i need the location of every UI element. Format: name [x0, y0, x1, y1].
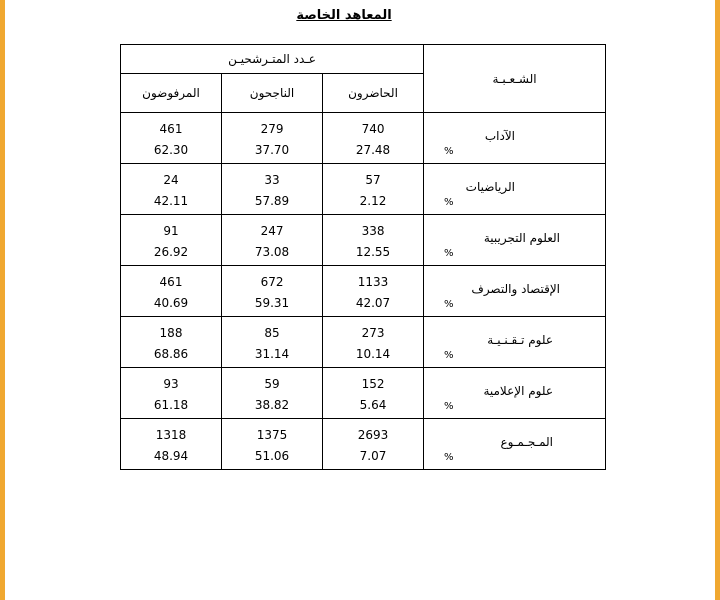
- table-row: [121, 164, 606, 215]
- rejected-cell: [121, 215, 222, 266]
- table-row: [121, 368, 606, 419]
- passed-cell: [222, 113, 323, 164]
- present-count: 152: [361, 377, 385, 391]
- branch-label: المـجـمـوع: [500, 435, 554, 449]
- rejected-percent: 42.11: [153, 194, 189, 208]
- percent-sign: %: [444, 452, 454, 463]
- present-percent: 2.12: [359, 194, 387, 208]
- branch-label: الرياضيات: [465, 180, 516, 194]
- header-branch: الشـعـبـة: [424, 45, 606, 113]
- passed-cell: [222, 215, 323, 266]
- results-table: [120, 44, 606, 470]
- branch-cell: [424, 419, 606, 470]
- present-percent: 27.48: [355, 143, 391, 157]
- rejected-count: 461: [159, 275, 183, 289]
- present-cell: [323, 215, 424, 266]
- branch-label: العلوم التجريبية: [483, 231, 561, 245]
- rejected-cell: [121, 113, 222, 164]
- branch-cell: [424, 266, 606, 317]
- page-border-right: [715, 0, 720, 600]
- branch-cell: [424, 215, 606, 266]
- passed-cell: [222, 368, 323, 419]
- branch-label: علوم تـقـنـيـة: [487, 333, 554, 347]
- percent-sign: %: [444, 146, 454, 157]
- rejected-cell: [121, 317, 222, 368]
- present-cell: [323, 164, 424, 215]
- rejected-cell: [121, 266, 222, 317]
- present-percent: 42.07: [355, 296, 391, 310]
- percent-sign: %: [444, 299, 454, 310]
- rejected-count: 461: [159, 122, 183, 136]
- present-count: 2693: [357, 428, 389, 442]
- passed-percent: 73.08: [254, 245, 290, 259]
- present-count: 273: [361, 326, 385, 340]
- passed-percent: 37.70: [254, 143, 290, 157]
- present-cell: [323, 368, 424, 419]
- rejected-cell: [121, 164, 222, 215]
- branch-label: الإقتصاد والتصرف: [471, 282, 561, 296]
- page-border-left: [0, 0, 5, 600]
- percent-sign: %: [444, 248, 454, 259]
- passed-count: 672: [260, 275, 284, 289]
- present-percent: 10.14: [355, 347, 391, 361]
- table-row-total: [121, 419, 606, 470]
- present-percent: 7.07: [359, 449, 387, 463]
- present-cell: [323, 317, 424, 368]
- passed-count: 247: [260, 224, 284, 238]
- present-count: 1133: [357, 275, 389, 289]
- rejected-cell: [121, 368, 222, 419]
- passed-percent: 31.14: [254, 347, 290, 361]
- rejected-percent: 40.69: [153, 296, 189, 310]
- passed-count: 279: [260, 122, 284, 136]
- rejected-percent: 26.92: [153, 245, 189, 259]
- header-rejected: المرفوضون: [121, 74, 222, 113]
- branch-cell: [424, 317, 606, 368]
- passed-cell: [222, 317, 323, 368]
- rejected-cell: [121, 419, 222, 470]
- present-cell: [323, 266, 424, 317]
- passed-percent: 57.89: [254, 194, 290, 208]
- percent-sign: %: [444, 197, 454, 208]
- passed-percent: 59.31: [254, 296, 290, 310]
- branch-label: علوم الإعلامية: [483, 384, 554, 398]
- passed-cell: [222, 419, 323, 470]
- passed-percent: 38.82: [254, 398, 290, 412]
- passed-count: 33: [264, 173, 280, 187]
- table-row: [121, 317, 606, 368]
- passed-count: 85: [264, 326, 280, 340]
- table-row: [121, 266, 606, 317]
- header-present: الحاضرون: [323, 74, 424, 113]
- page-title: المعاهد الخاصة: [296, 8, 392, 23]
- rejected-count: 188: [159, 326, 183, 340]
- present-count: 57: [365, 173, 381, 187]
- rejected-count: 24: [163, 173, 179, 187]
- passed-percent: 51.06: [254, 449, 290, 463]
- branch-cell: [424, 368, 606, 419]
- table-row: [121, 113, 606, 164]
- percent-sign: %: [444, 401, 454, 412]
- rejected-count: 93: [163, 377, 179, 391]
- passed-cell: [222, 266, 323, 317]
- branch-cell: [424, 113, 606, 164]
- header-passed: الناجحون: [222, 74, 323, 113]
- rejected-percent: 68.86: [153, 347, 189, 361]
- table-row: [121, 215, 606, 266]
- branch-label: الآداب: [484, 129, 516, 143]
- rejected-percent: 61.18: [153, 398, 189, 412]
- present-cell: [323, 113, 424, 164]
- rejected-percent: 48.94: [153, 449, 189, 463]
- present-count: 740: [361, 122, 385, 136]
- header-candidates: عـدد المتـرشحيـن: [121, 45, 424, 74]
- rejected-count: 1318: [155, 428, 187, 442]
- present-percent: 5.64: [359, 398, 387, 412]
- passed-cell: [222, 164, 323, 215]
- rejected-percent: 62.30: [153, 143, 189, 157]
- present-percent: 12.55: [355, 245, 391, 259]
- rejected-count: 91: [163, 224, 179, 238]
- branch-cell: [424, 164, 606, 215]
- present-cell: [323, 419, 424, 470]
- passed-count: 59: [264, 377, 280, 391]
- passed-count: 1375: [256, 428, 288, 442]
- present-count: 338: [361, 224, 385, 238]
- percent-sign: %: [444, 350, 454, 361]
- table-header-row: [121, 45, 606, 74]
